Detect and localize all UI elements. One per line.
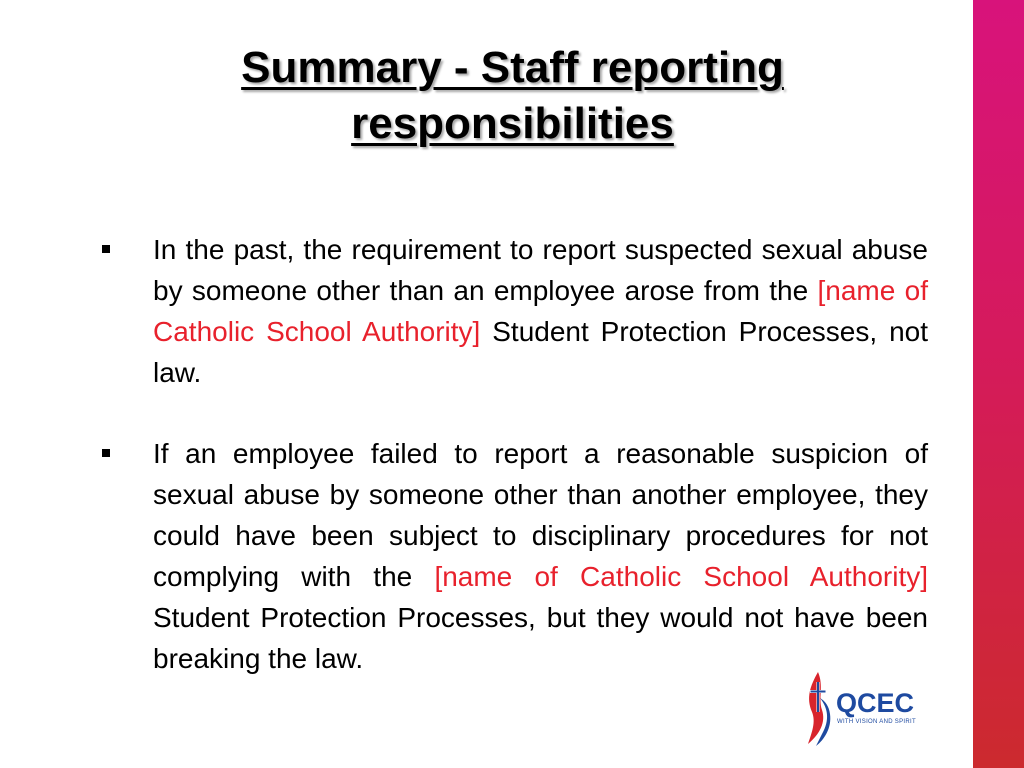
logo-wordmark: QCEC	[836, 688, 915, 718]
cross-flame-logo-icon	[800, 668, 836, 748]
bullet-list	[100, 229, 928, 679]
bullet-1-text-b: Student Protection Processes, not law.	[153, 316, 928, 388]
bullet-1-text-a: In the past, the requirement to report suspected sexual abuse by someone other than an employee arose from the	[153, 234, 928, 306]
logo-tagline: WITH VISION AND SPIRIT	[837, 719, 916, 725]
bullet-2-authority-placeholder: [name of Catholic School Authority]	[434, 561, 928, 592]
decorative-side-bar	[973, 0, 1024, 768]
slide-title: Summary - Staff reporting responsibilities	[241, 43, 784, 148]
qcec-logo	[800, 668, 930, 748]
bullet-2-text-b: Student Protection Processes, but they would not have been breaking the law.	[153, 602, 928, 674]
bullet-1-authority-placeholder: [name of Catholic School Authority]	[153, 275, 928, 347]
bullet-item-2	[100, 433, 928, 679]
square-bullet-icon	[102, 449, 110, 457]
bullet-item-1	[100, 229, 928, 393]
square-bullet-icon	[102, 245, 110, 253]
bullet-2-text-a: If an employee failed to report a reasonable suspicion of sexual abuse by someone other than another employee, they could have been subject to disciplinary procedures for not complying with the	[153, 438, 928, 592]
